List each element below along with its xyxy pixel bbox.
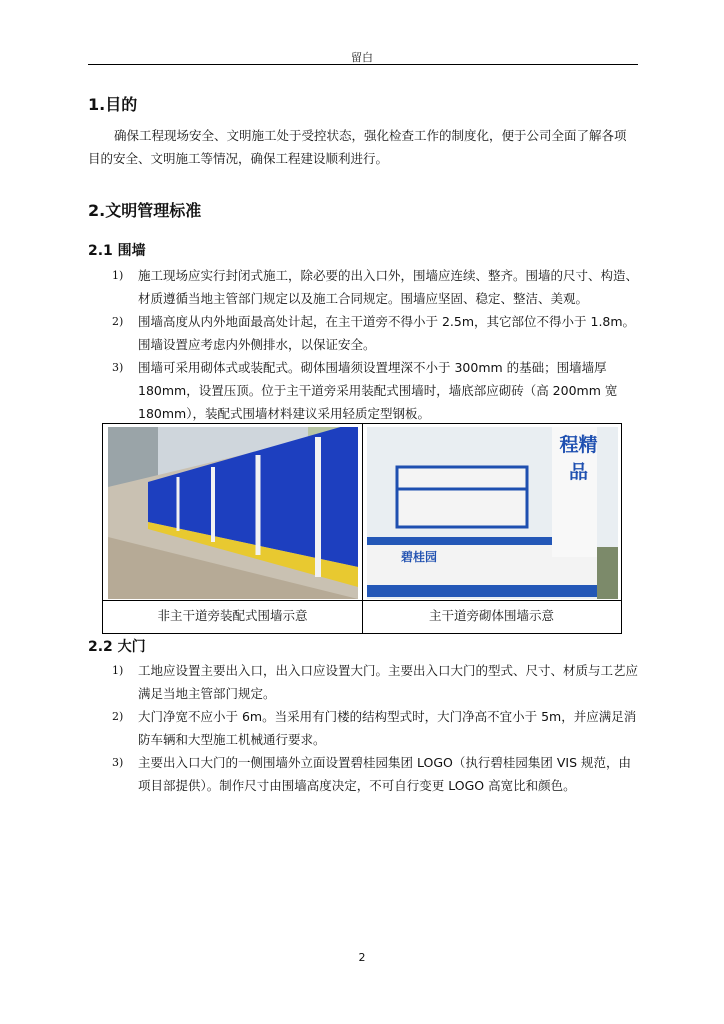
wall-logo-text: 碧桂园 <box>401 550 438 564</box>
sign-text: 程精品 <box>559 434 598 483</box>
list-item <box>112 356 638 425</box>
list-item <box>112 310 638 356</box>
list-item-number: 2) <box>112 315 124 328</box>
subsection-2-1-heading: 2.1 围墙 <box>88 243 146 259</box>
list-item-text: 施工现场应实行封闭式施工，除必要的出入口外，围墙应连续、整齐。围墙的尺寸、构造、材质遵循当地主管部门规定以及施工合同规定。围墙应坚固、稳定、整洁、美观。 <box>138 268 639 306</box>
assembled-fence-photo <box>108 427 358 599</box>
list-item <box>112 751 638 797</box>
list-item-text: 围墙可采用砌体式或装配式。砌体围墙须设置埋深不小于 300mm 的基础；围墙墙厚 180mm，设置压顶。位于主干道旁采用装配式围墙时，墙底部应砌砖（高 200mm 宽 180mm），装配式围墙材料建议采用轻质定型钢板。 <box>138 360 618 421</box>
figure-table <box>102 423 622 634</box>
list-item-number: 3) <box>112 756 124 769</box>
section-2-heading: 2.文明管理标准 <box>88 201 202 220</box>
page-number: 2 <box>358 951 366 964</box>
right-figure-caption: 主干道旁砌体围墙示意 <box>428 608 554 623</box>
list-item-text: 工地应设置主要出入口，出入口应设置大门。主要出入口大门的型式、尺寸、材质与工艺应满足当地主管部门规定。 <box>138 663 639 701</box>
header-rule <box>88 64 638 65</box>
list-item-text: 围墙高度从内外地面最高处计起，在主干道旁不得小于 2.5m，其它部位不得小于 1.8m。围墙设置应考虑内外侧排水，以保证安全。 <box>138 314 636 352</box>
list-item-text: 主要出入口大门的一侧围墙外立面设置碧桂园集团 LOGO（执行碧桂园集团 VIS 规范，由项目部提供）。制作尺寸由围墙高度决定，不可自行变更 LOGO 高宽比和颜色。 <box>138 755 631 793</box>
figure-divider <box>362 424 363 633</box>
list-item-text: 大门净宽不应小于 6m。当采用有门楼的结构型式时，大门净高不宜小于 5m，并应满足消防车辆和大型施工机械通行要求。 <box>138 709 637 747</box>
list-item-number: 2) <box>112 710 124 723</box>
list-item <box>112 659 638 705</box>
left-figure-caption: 非主干道旁装配式围墙示意 <box>157 608 308 623</box>
subsection-2-2-heading: 2.2 大门 <box>88 639 146 655</box>
header-title: 留白 <box>351 51 373 64</box>
list-item-number: 3) <box>112 361 124 374</box>
list-item-number: 1) <box>112 269 124 282</box>
section-1-paragraph: 确保工程现场安全、文明施工处于受控状态，强化检查工作的制度化，便于公司全面了解各项目的安全、文明施工等情况，确保工程建设顺利进行。 <box>88 128 627 166</box>
list-item <box>112 264 638 310</box>
figure-caption-rule <box>103 600 621 601</box>
list-item-number: 1) <box>112 664 124 677</box>
list-item <box>112 705 638 751</box>
section-1-heading: 1.目的 <box>88 95 138 114</box>
